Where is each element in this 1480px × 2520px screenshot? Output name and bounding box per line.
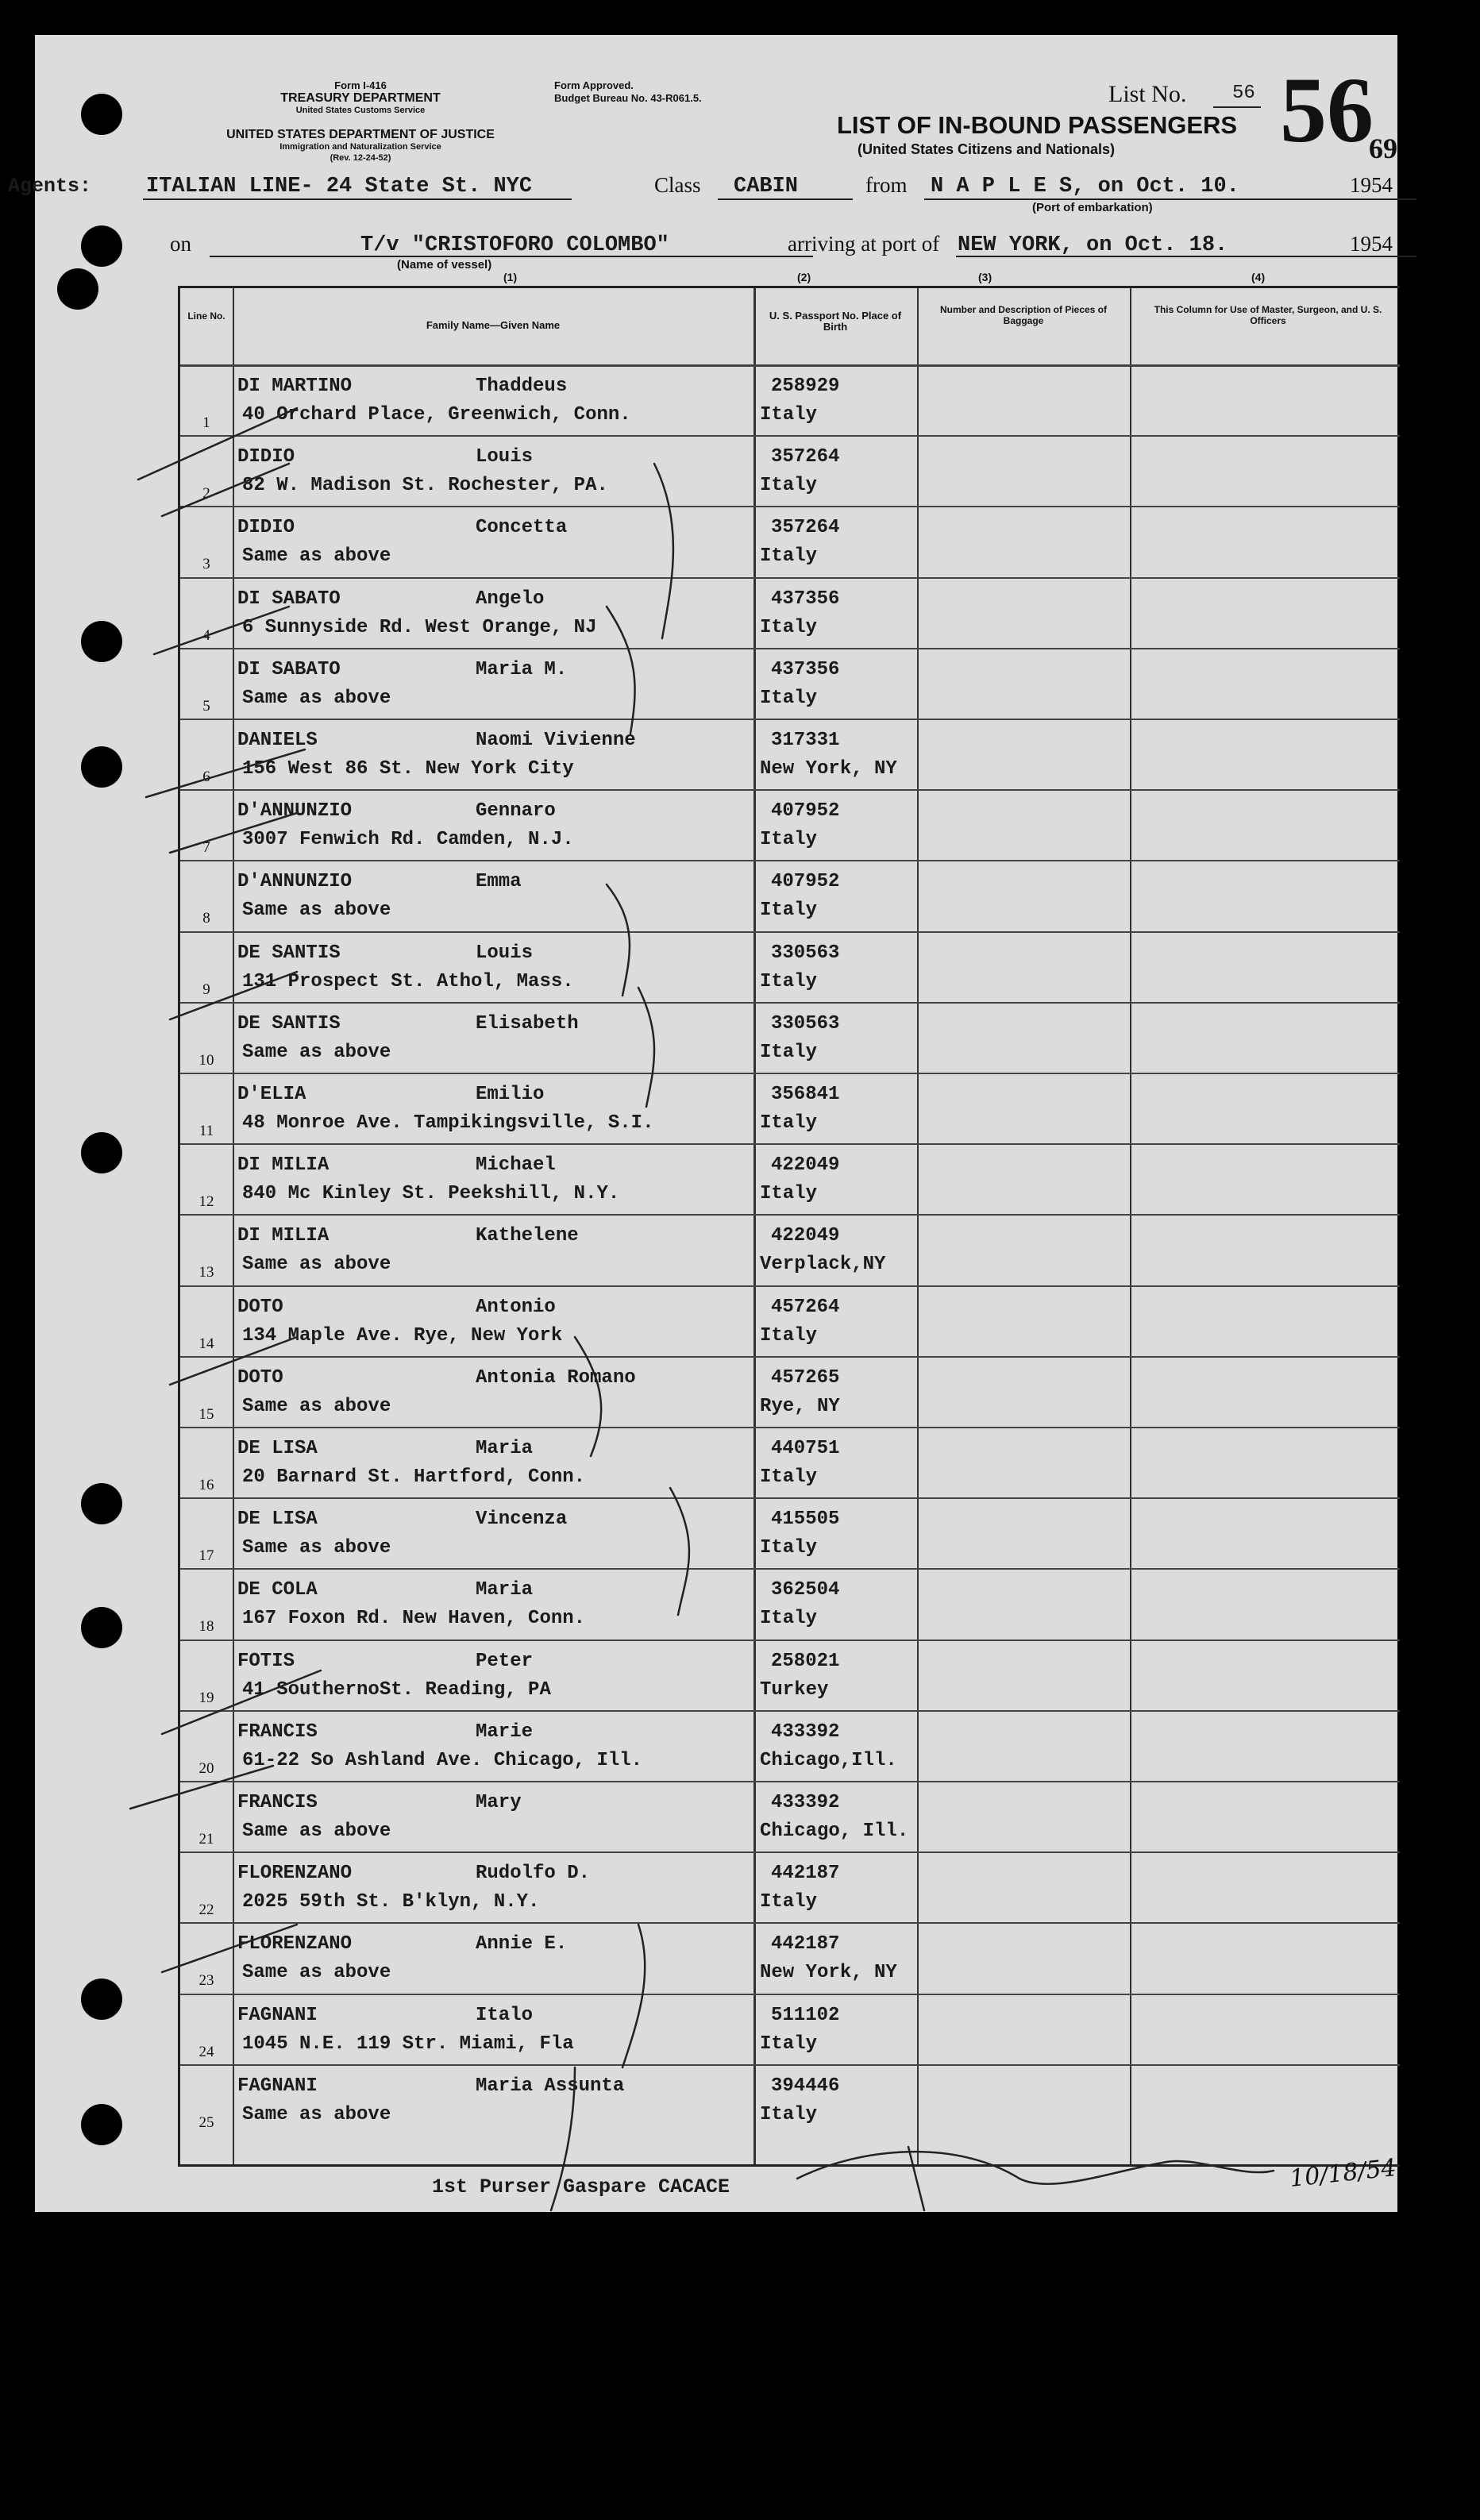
form-number: Form I-416 xyxy=(334,79,387,91)
given-name: Antonio xyxy=(476,1296,556,1318)
given-name: Peter xyxy=(476,1650,534,1672)
place-of-birth: Chicago, Ill. xyxy=(760,1821,909,1842)
passport-number: 442187 xyxy=(771,1863,840,1885)
passport-number: 415505 xyxy=(771,1509,840,1531)
address: 840 Mc Kinley St. Peekshill, N.Y. xyxy=(242,1183,620,1205)
bracket-mark xyxy=(622,1925,645,2067)
line-number: 16 xyxy=(198,1477,214,1493)
agents-value: ITALIAN LINE- 24 State St. NYC xyxy=(146,175,533,198)
place-of-birth: Turkey xyxy=(760,1678,829,1701)
bracket-mark xyxy=(551,2067,575,2210)
line-number: 6 xyxy=(202,769,210,785)
address: 134 Maple Ave. Rye, New York xyxy=(242,1324,563,1347)
line-number: 3 xyxy=(202,556,210,573)
list-no-handwritten: 56 xyxy=(1232,83,1255,104)
family-name: FAGNANI xyxy=(237,2004,318,2026)
address: 61-22 So Ashland Ave. Chicago, Ill. xyxy=(242,1749,643,1771)
passport-number: 433392 xyxy=(771,1720,840,1743)
line-number: 23 xyxy=(198,1972,214,1990)
vessel-value: T/v "CRISTOFORO COLOMBO" xyxy=(360,233,669,257)
passport-header: U. S. Passport No. Place of Birth xyxy=(769,310,902,333)
given-name: Naomi Vivienne xyxy=(476,730,636,751)
family-name: FRANCIS xyxy=(237,1720,318,1743)
passport-number: 330563 xyxy=(771,1012,840,1035)
given-name: Thaddeus xyxy=(476,376,568,397)
passport-number: 407952 xyxy=(771,871,840,893)
place-of-birth: New York, NY xyxy=(760,1962,897,1984)
ins-service: Immigration and Naturalization Service xyxy=(279,142,441,152)
col-no-1: (1) xyxy=(503,271,518,283)
passport-number: 457264 xyxy=(771,1296,840,1318)
check-mark xyxy=(146,749,305,797)
bracket-mark xyxy=(670,1488,689,1615)
address: Same as above xyxy=(242,687,391,709)
agents-label: Agents: xyxy=(8,175,92,198)
line-number: 5 xyxy=(202,697,210,715)
place-of-birth: Italy xyxy=(760,1537,818,1559)
line-number: 15 xyxy=(198,1405,214,1423)
family-name: D'ELIA xyxy=(237,1084,306,1105)
given-name: Michael xyxy=(476,1154,556,1177)
address: Same as above xyxy=(242,1821,391,1842)
address: Same as above xyxy=(242,545,391,568)
place-of-birth: Italy xyxy=(760,1608,818,1630)
family-name: DANIELS xyxy=(237,730,318,751)
col-no-2: (2) xyxy=(797,271,811,283)
address: 20 Barnard St. Hartford, Conn. xyxy=(242,1466,586,1488)
justice-dept: UNITED STATES DEPARTMENT OF JUSTICE xyxy=(226,128,495,141)
line-number: 9 xyxy=(202,981,210,998)
class-label: Class xyxy=(654,173,701,197)
given-name: Elisabeth xyxy=(476,1012,579,1035)
place-of-birth: Italy xyxy=(760,475,818,497)
family-name: DE LISA xyxy=(237,1509,318,1531)
address: 167 Foxon Rd. New Haven, Conn. xyxy=(242,1608,586,1630)
address: 2025 59th St. B'klyn, N.Y. xyxy=(242,1891,540,1913)
check-mark xyxy=(170,972,297,1019)
address: Same as above xyxy=(242,1254,391,1276)
place-of-birth: Italy xyxy=(760,970,818,992)
passport-number: 357264 xyxy=(771,446,840,468)
place-of-birth: Italy xyxy=(760,687,818,709)
address: 40 Orchard Place, Greenwich, Conn. xyxy=(242,404,631,426)
check-mark xyxy=(162,1925,297,1972)
passport-number: 357264 xyxy=(771,517,840,539)
given-name: Annie E. xyxy=(476,1933,568,1956)
check-mark xyxy=(162,1670,321,1734)
family-name: DI SABATO xyxy=(237,588,341,610)
place-of-birth: Italy xyxy=(760,404,818,426)
list-title: LIST OF IN-BOUND PASSENGERS xyxy=(837,111,1238,139)
port-embarkation-note: (Port of embarkation) xyxy=(1032,201,1153,214)
passport-number: 457265 xyxy=(771,1366,840,1389)
bracket-mark xyxy=(607,607,635,734)
check-mark xyxy=(138,408,297,480)
voyage-year-1: 1954 xyxy=(1350,173,1393,197)
family-name: DIDIO xyxy=(237,446,295,468)
family-name: DE COLA xyxy=(237,1579,318,1601)
line-number: 24 xyxy=(198,2043,214,2060)
arriving-label: arriving at port of xyxy=(788,232,940,256)
bracket-mark xyxy=(654,464,673,638)
place-of-birth: Italy xyxy=(760,616,818,638)
address: 6 Sunnyside Rd. West Orange, NJ xyxy=(242,616,597,638)
family-name: FAGNANI xyxy=(237,2075,318,2097)
line-number: 22 xyxy=(198,1902,214,1919)
address: 156 West 86 St. New York City xyxy=(242,758,574,780)
place-of-birth: Italy xyxy=(760,2103,818,2125)
given-name: Emma xyxy=(476,871,522,893)
passport-number: 258021 xyxy=(771,1650,840,1672)
address: 48 Monroe Ave. Tampikingsville, S.I. xyxy=(242,1112,654,1134)
bracket-mark xyxy=(638,988,654,1107)
place-of-birth: Italy xyxy=(760,1041,818,1063)
family-name: D'ANNUNZIO xyxy=(237,800,353,823)
given-name: Louis xyxy=(476,942,534,964)
customs-service: United States Customs Service xyxy=(295,106,426,115)
check-mark xyxy=(130,1766,273,1809)
family-name: DI MARTINO xyxy=(237,376,353,397)
given-name: Mary xyxy=(476,1792,522,1813)
family-name: DE LISA xyxy=(237,1438,318,1459)
arrival-value: NEW YORK, on Oct. 18. xyxy=(958,233,1228,257)
place-of-birth: Chicago,Ill. xyxy=(760,1749,897,1771)
family-name: FOTIS xyxy=(237,1650,295,1672)
given-name: Antonia Romano xyxy=(476,1366,636,1389)
family-name: FRANCIS xyxy=(237,1792,318,1813)
place-of-birth: New York, NY xyxy=(760,758,897,780)
family-name: DE SANTIS xyxy=(237,1012,341,1035)
given-name: Angelo xyxy=(476,588,545,610)
list-no-stamp: 56 xyxy=(1280,58,1374,162)
place-of-birth: Italy xyxy=(760,829,818,851)
passport-number: 330563 xyxy=(771,942,840,964)
line-number: 19 xyxy=(198,1689,214,1706)
form-approved: Form Approved. xyxy=(554,79,634,91)
line-number: 8 xyxy=(202,910,210,927)
given-name: Concetta xyxy=(476,517,568,539)
family-name: DOTO xyxy=(237,1296,283,1318)
officers-header: This Column for Use of Master, Surgeon, and U. S. Officers xyxy=(1154,304,1382,326)
passport-number: 433392 xyxy=(771,1792,840,1813)
baggage-header: Number and Description of Pieces of Baggage xyxy=(939,304,1108,326)
passport-number: 437356 xyxy=(771,588,840,610)
family-name: DE SANTIS xyxy=(237,942,341,964)
family-name: DIDIO xyxy=(237,517,295,539)
passport-number: 407952 xyxy=(771,800,840,823)
place-of-birth: Italy xyxy=(760,545,818,568)
passport-number: 437356 xyxy=(771,658,840,680)
given-name: Maria xyxy=(476,1438,534,1459)
check-mark xyxy=(162,464,289,516)
passport-number: 317331 xyxy=(771,730,840,751)
sheet-number: 69 xyxy=(1369,133,1397,164)
on-label: on xyxy=(170,232,191,256)
handwritten-marks xyxy=(35,35,1397,2212)
address: 82 W. Madison St. Rochester, PA. xyxy=(242,475,608,497)
bracket-mark xyxy=(575,1337,601,1456)
family-name: DI SABATO xyxy=(237,658,341,680)
line-number: 7 xyxy=(202,839,210,857)
address: 131 Prospect St. Athol, Mass. xyxy=(242,970,574,992)
revision: (Rev. 12-24-52) xyxy=(330,153,391,163)
line-no-header: Line No. xyxy=(187,310,225,322)
family-name: DI MILIA xyxy=(237,1154,330,1177)
voyage-year-2: 1954 xyxy=(1350,232,1393,256)
given-name: Marie xyxy=(476,1720,534,1743)
place-of-birth: Rye, NY xyxy=(760,1395,840,1417)
list-no-label: List No. xyxy=(1108,81,1187,107)
passport-number: 394446 xyxy=(771,2075,840,2097)
family-name: D'ANNUNZIO xyxy=(237,871,353,893)
given-name: Emilio xyxy=(476,1084,545,1105)
name-header: Family Name—Given Name xyxy=(426,319,561,331)
given-name: Rudolfo D. xyxy=(476,1863,591,1885)
check-mark xyxy=(154,607,289,654)
from-label: from xyxy=(865,173,908,197)
address: Same as above xyxy=(242,1537,391,1559)
passport-number: 356841 xyxy=(771,1084,840,1105)
family-name: DI MILIA xyxy=(237,1225,330,1247)
line-number: 18 xyxy=(198,1618,214,1636)
given-name: Maria Assunta xyxy=(476,2075,625,2097)
given-name: Maria xyxy=(476,1579,534,1601)
col-no-3: (3) xyxy=(978,271,992,283)
line-number: 11 xyxy=(198,1123,214,1139)
line-number: 12 xyxy=(198,1193,214,1211)
given-name: Italo xyxy=(476,2004,534,2026)
passport-number: 422049 xyxy=(771,1225,840,1247)
address: 41 SouthernoSt. Reading, PA xyxy=(242,1678,551,1701)
col-no-4: (4) xyxy=(1251,271,1266,283)
budget-bureau: Budget Bureau No. 43-R061.5. xyxy=(554,92,702,104)
place-of-birth: Italy xyxy=(760,1324,818,1347)
passport-number: 258929 xyxy=(771,376,840,397)
line-number: 25 xyxy=(198,2113,214,2131)
address: Same as above xyxy=(242,1041,391,1063)
treasury-dept: TREASURY DEPARTMENT xyxy=(280,91,441,105)
place-of-birth: Italy xyxy=(760,1891,818,1913)
line-number: 13 xyxy=(198,1264,214,1281)
passport-number: 511102 xyxy=(771,2004,840,2026)
line-number: 10 xyxy=(198,1051,214,1069)
line-number: 14 xyxy=(198,1335,214,1352)
check-mark xyxy=(170,813,297,853)
place-of-birth: Italy xyxy=(760,2033,818,2055)
place-of-birth: Italy xyxy=(760,1183,818,1205)
class-value: CABIN xyxy=(734,175,799,198)
passport-number: 442187 xyxy=(771,1933,840,1956)
manifest-page xyxy=(8,35,1398,2212)
given-name: Gennaro xyxy=(476,800,556,823)
place-of-birth: Italy xyxy=(760,1466,818,1488)
purser-line: 1st Purser Gaspare CACACE xyxy=(432,2175,730,2198)
line-number: 1 xyxy=(202,414,210,431)
line-number: 4 xyxy=(202,626,210,644)
given-name: Kathelene xyxy=(476,1225,579,1247)
passport-number: 422049 xyxy=(771,1154,840,1177)
line-number: 21 xyxy=(198,1831,214,1848)
family-name: FLORENZANO xyxy=(237,1933,353,1956)
address: 1045 N.E. 119 Str. Miami, Fla xyxy=(242,2033,574,2055)
list-subtitle: (United States Citizens and Nationals) xyxy=(858,141,1116,157)
given-name: Maria M. xyxy=(476,658,568,680)
line-number: 17 xyxy=(198,1547,214,1565)
bracket-mark xyxy=(607,884,630,996)
signature-scrawl xyxy=(797,2152,1274,2184)
given-name: Louis xyxy=(476,446,534,468)
passport-number: 440751 xyxy=(771,1438,840,1459)
signature-scrawl xyxy=(908,2147,924,2210)
address: Same as above xyxy=(242,1962,391,1984)
address: Same as above xyxy=(242,1395,391,1417)
given-name: Vincenza xyxy=(476,1509,568,1531)
check-mark xyxy=(170,1337,297,1385)
line-number: 20 xyxy=(198,1759,214,1777)
place-of-birth: Verplack,NY xyxy=(760,1254,886,1276)
address: Same as above xyxy=(242,2103,391,2125)
place-of-birth: Italy xyxy=(760,1112,818,1134)
address: Same as above xyxy=(242,900,391,922)
passport-number: 362504 xyxy=(771,1579,840,1601)
family-name: FLORENZANO xyxy=(237,1863,353,1885)
family-name: DOTO xyxy=(237,1366,283,1389)
place-of-birth: Italy xyxy=(760,900,818,922)
vessel-note: (Name of vessel) xyxy=(397,258,492,272)
signature-date: 10/18/54 xyxy=(1288,2154,1398,2193)
line-number: 2 xyxy=(202,485,210,503)
from-value: N A P L E S, on Oct. 10. xyxy=(931,175,1239,198)
address: 3007 Fenwich Rd. Camden, N.J. xyxy=(242,829,574,851)
